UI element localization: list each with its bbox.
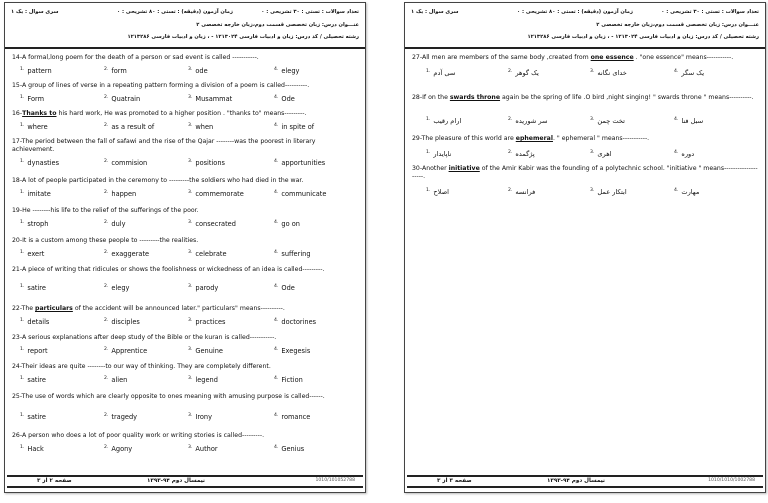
question-stem-part: 29-The pleasure of this world are bbox=[412, 135, 516, 142]
question bbox=[12, 138, 359, 168]
option-number: 3. bbox=[590, 117, 595, 122]
answer-option[interactable] bbox=[274, 66, 299, 76]
answer-option[interactable] bbox=[674, 68, 704, 78]
option-text: اصلاح bbox=[433, 188, 450, 197]
question bbox=[412, 165, 759, 197]
question bbox=[12, 237, 359, 259]
page-header bbox=[405, 3, 765, 49]
question-stem: 17-The period between the fall of safawi and the rise of the Qajar --------was the poorest in literary achievement. bbox=[12, 138, 316, 154]
question-text bbox=[12, 177, 359, 185]
question-text bbox=[12, 237, 359, 245]
question-stem: 21-A piece of writing that ridicules or shows the foolishness or wickedness of an idea is called---------. bbox=[12, 266, 325, 273]
option-number: 3. bbox=[188, 413, 193, 418]
question-stem: 18-A lot of people participated in the ceremony to ---------the soldiers who had died in the war. bbox=[12, 177, 304, 184]
option-text: romance bbox=[281, 413, 311, 422]
option-text: یک گوهر bbox=[515, 69, 539, 78]
option-number: 4. bbox=[274, 159, 279, 164]
answer-option[interactable] bbox=[104, 189, 136, 199]
option-text: tragedy bbox=[111, 413, 138, 422]
option-number: 1. bbox=[20, 190, 25, 195]
option-number: 2. bbox=[508, 69, 513, 74]
option-number: 1. bbox=[20, 159, 25, 164]
answer-option[interactable] bbox=[274, 219, 300, 229]
option-number: 3. bbox=[188, 250, 193, 255]
option-number: 3. bbox=[188, 220, 193, 225]
option-text: in spite of bbox=[281, 123, 315, 132]
field-course-code: رشته تحصیلی / کد درس: زبان و ادبیات فارسی ۱۲۱۳۰۲۴ - ، زبان و ادبیات فارسی ۱۲۱۳۲۸۶ bbox=[527, 34, 759, 40]
option-text: سی آدم bbox=[433, 69, 456, 78]
option-text: form bbox=[111, 67, 127, 76]
semester: نیمسال دوم ۹۴-۱۳۹۳ bbox=[147, 478, 205, 484]
option-number: 1. bbox=[20, 413, 25, 418]
answer-option[interactable] bbox=[508, 149, 535, 159]
underlined-term: swards throne bbox=[449, 94, 501, 101]
answer-option[interactable] bbox=[508, 187, 535, 197]
option-number: 1. bbox=[20, 445, 25, 450]
answer-option[interactable] bbox=[188, 317, 226, 327]
option-text: Ode bbox=[281, 95, 295, 104]
question-stem: 20-It is a custom among these people to ---------the realities. bbox=[12, 237, 199, 244]
semester: نیمسال دوم ۹۴-۱۳۹۳ bbox=[547, 478, 605, 484]
answer-option[interactable] bbox=[20, 346, 48, 356]
answer-option[interactable] bbox=[20, 375, 46, 385]
option-text: خدای نگانه bbox=[597, 69, 627, 78]
option-text: elegy bbox=[281, 67, 300, 76]
document-code: 1010/1010/1002788 bbox=[708, 478, 755, 483]
option-text: go on bbox=[281, 220, 300, 229]
question-text bbox=[12, 432, 359, 440]
option-text: dynasties bbox=[27, 159, 60, 168]
option-number: 2. bbox=[104, 67, 109, 72]
option-text: communicate bbox=[281, 190, 327, 199]
option-text: ode bbox=[195, 67, 208, 76]
question-text bbox=[12, 393, 359, 401]
question bbox=[12, 54, 359, 76]
option-text: Agony bbox=[111, 445, 133, 454]
option-text: Hack bbox=[27, 445, 44, 454]
option-text: Musammat bbox=[195, 95, 233, 104]
option-number: 1. bbox=[20, 123, 25, 128]
answer-option[interactable] bbox=[188, 66, 208, 76]
question-stem-part: . " ephemeral " means-----------. bbox=[552, 135, 650, 142]
answer-option[interactable] bbox=[104, 317, 140, 327]
option-number: 4. bbox=[274, 67, 279, 72]
answer-option[interactable] bbox=[188, 94, 232, 104]
option-number: 4. bbox=[274, 95, 279, 100]
underlined-term: initiative bbox=[448, 165, 480, 172]
option-text: Form bbox=[27, 95, 45, 104]
answer-option[interactable] bbox=[674, 149, 694, 159]
option-number: 3. bbox=[188, 376, 193, 381]
option-text: Apprentice bbox=[111, 347, 148, 356]
option-text: satire bbox=[27, 284, 46, 293]
answer-option[interactable] bbox=[426, 68, 455, 78]
answer-option[interactable] bbox=[674, 187, 699, 197]
answer-option[interactable] bbox=[20, 94, 44, 104]
option-text: اهری bbox=[597, 150, 612, 159]
option-number: 2. bbox=[104, 220, 109, 225]
course-title: عنـــوان درس: زبان تخصصی قسمت دوم،زبان خارجه تخصصی ۲ bbox=[196, 22, 359, 28]
question-series: سری سوال : یک ۱ bbox=[411, 9, 459, 15]
answer-option[interactable] bbox=[20, 66, 52, 76]
course-title: عنـــوان درس: زبان تخصصی قسمت دوم،زبان خارجه تخصصی ۲ bbox=[596, 22, 759, 28]
answer-option[interactable] bbox=[274, 283, 295, 293]
question bbox=[412, 135, 759, 159]
option-number: 1. bbox=[426, 150, 431, 155]
question bbox=[412, 94, 759, 126]
answer-option[interactable] bbox=[188, 283, 218, 293]
option-number: 4. bbox=[674, 117, 679, 122]
option-number: 3. bbox=[188, 123, 193, 128]
answer-option[interactable] bbox=[426, 149, 451, 159]
answer-option[interactable] bbox=[20, 412, 46, 422]
option-text: Quatrain bbox=[111, 95, 141, 104]
answer-option[interactable] bbox=[188, 219, 236, 229]
page-footer bbox=[407, 475, 763, 488]
question-text bbox=[12, 363, 359, 371]
option-text: Author bbox=[195, 445, 218, 454]
option-text: when bbox=[195, 123, 214, 132]
answer-option[interactable] bbox=[20, 122, 48, 132]
question-text bbox=[412, 165, 759, 182]
option-number: 1. bbox=[426, 117, 431, 122]
question-count: تعداد سوالات : تستی : ۳۰ تشریحی : ۰ bbox=[661, 9, 759, 15]
answer-option[interactable] bbox=[274, 375, 303, 385]
answer-option[interactable] bbox=[188, 346, 223, 356]
option-text: celebrate bbox=[195, 250, 227, 259]
question-text bbox=[12, 138, 359, 155]
question-text bbox=[12, 207, 359, 215]
document-code: 1010/101052788 bbox=[315, 478, 355, 483]
answer-option[interactable] bbox=[20, 189, 51, 199]
option-number: 3. bbox=[188, 159, 193, 164]
option-number: 4. bbox=[274, 123, 279, 128]
answer-option[interactable] bbox=[274, 444, 304, 454]
option-text: پژگمده bbox=[515, 150, 535, 159]
option-text: تخت چمن bbox=[597, 117, 625, 126]
option-text: parody bbox=[195, 284, 219, 293]
exam-duration: زمان آزمون (دقیقه) : تستی : ۸۰ تشریحی : ۰ bbox=[516, 9, 633, 15]
underlined-term: ephemeral bbox=[515, 135, 553, 142]
option-text: suffering bbox=[281, 250, 311, 259]
option-text: commision bbox=[111, 159, 148, 168]
question-stem: 25-The use of words which are clearly opposite to ones meaning with amusing purpose is called------. bbox=[12, 393, 325, 400]
option-number: 1. bbox=[20, 318, 25, 323]
question-text bbox=[412, 54, 759, 62]
answer-option[interactable] bbox=[188, 158, 225, 168]
answer-option[interactable] bbox=[590, 68, 627, 78]
answer-option[interactable] bbox=[188, 249, 227, 259]
answer-option[interactable] bbox=[274, 249, 311, 259]
underlined-term: one essence bbox=[590, 54, 634, 61]
answer-option[interactable] bbox=[20, 219, 48, 229]
question-stem: 24-Their ideas are quite --------to our way of thinking. They are completely different. bbox=[12, 363, 271, 370]
question-series: سری سوال : یک ۱ bbox=[11, 9, 59, 15]
option-number: 2. bbox=[104, 250, 109, 255]
option-number: 4. bbox=[274, 284, 279, 289]
option-text: happen bbox=[111, 190, 137, 199]
option-text: مهارت bbox=[681, 188, 700, 197]
option-number: 3. bbox=[188, 67, 193, 72]
question-stem-part: his hard work, He was promoted to a higher position . "thanks to" means---------. bbox=[56, 110, 307, 117]
answer-option[interactable] bbox=[188, 122, 213, 132]
option-number: 4. bbox=[274, 318, 279, 323]
answer-option[interactable] bbox=[674, 116, 703, 126]
answer-option[interactable] bbox=[274, 412, 310, 422]
question-text bbox=[12, 54, 359, 62]
option-number: 3. bbox=[188, 347, 193, 352]
question-stem: 15-A group of lines of verse in a repeating pattern forming a division of a poem is called----------. bbox=[12, 82, 310, 89]
field-course-code: رشته تحصیلی / کد درس: زبان و ادبیات فارسی ۱۲۱۳۰۲۴ - ، زبان و ادبیات فارسی ۱۲۱۳۲۸۶ bbox=[127, 34, 359, 40]
option-text: legend bbox=[195, 376, 218, 385]
option-number: 4. bbox=[674, 69, 679, 74]
option-text: Genuine bbox=[195, 347, 223, 356]
option-number: 3. bbox=[590, 150, 595, 155]
question bbox=[12, 334, 359, 356]
question-stem-part: again be the spring of life .O bird ,night singing! " swards throne " means----------. bbox=[500, 94, 754, 101]
answer-option[interactable] bbox=[104, 219, 126, 229]
option-number: 1. bbox=[20, 67, 25, 72]
option-number: 2. bbox=[104, 95, 109, 100]
option-text: سبل فنا bbox=[681, 117, 704, 126]
question-stem-part: 27-All men are members of the same body ,created from bbox=[412, 54, 591, 61]
question-text bbox=[12, 266, 359, 274]
answer-option[interactable] bbox=[274, 94, 295, 104]
question-stem: 19-He --------his life to the relief of the sufferings of the poor. bbox=[12, 207, 199, 214]
answer-option[interactable] bbox=[590, 149, 612, 159]
page-number: صفحه ۲ از ۳ bbox=[37, 478, 72, 484]
option-text: satire bbox=[27, 376, 46, 385]
answer-option[interactable] bbox=[590, 116, 625, 126]
answer-option[interactable] bbox=[20, 158, 59, 168]
option-text: ارام رقیب bbox=[433, 117, 462, 126]
option-text: سر شوریده bbox=[515, 117, 548, 126]
option-text: report bbox=[27, 347, 48, 356]
answer-option[interactable] bbox=[188, 189, 244, 199]
question bbox=[12, 432, 359, 454]
exam-page-2 bbox=[4, 2, 366, 493]
option-number: 3. bbox=[590, 69, 595, 74]
option-text: where bbox=[27, 123, 48, 132]
option-number: 1. bbox=[20, 220, 25, 225]
question bbox=[12, 305, 359, 327]
question bbox=[412, 54, 759, 78]
question-text bbox=[12, 305, 359, 313]
option-number: 4. bbox=[274, 413, 279, 418]
option-text: consecrated bbox=[195, 220, 236, 229]
answer-option[interactable] bbox=[104, 444, 132, 454]
question bbox=[12, 82, 359, 104]
option-text: disciples bbox=[111, 318, 140, 327]
answer-option[interactable] bbox=[104, 412, 137, 422]
option-number: 1. bbox=[426, 188, 431, 193]
option-number: 3. bbox=[590, 188, 595, 193]
answer-option[interactable] bbox=[508, 68, 539, 78]
option-number: 2. bbox=[104, 159, 109, 164]
question-stem: 26-A person who does a lot of poor quality work or writing stories is called---------. bbox=[12, 432, 265, 439]
answer-option[interactable] bbox=[104, 66, 127, 76]
question-stem-part: of the accident will be announced later." particulars" means----------. bbox=[72, 305, 285, 312]
underlined-term: particulars bbox=[35, 305, 73, 312]
option-text: Genius bbox=[281, 445, 305, 454]
answer-option[interactable] bbox=[104, 158, 147, 168]
option-number: 3. bbox=[188, 284, 193, 289]
answer-option[interactable] bbox=[188, 375, 218, 385]
answer-option[interactable] bbox=[20, 249, 44, 259]
answer-option[interactable] bbox=[104, 122, 154, 132]
option-number: 3. bbox=[188, 318, 193, 323]
answer-option[interactable] bbox=[104, 249, 149, 259]
option-number: 2. bbox=[104, 413, 109, 418]
question-stem: 23-A serious explanations after deep study of the Bible or the kuran is called-----------. bbox=[12, 334, 277, 341]
answer-option[interactable] bbox=[20, 317, 49, 327]
option-text: یک سگر bbox=[681, 69, 705, 78]
option-text: pattern bbox=[27, 67, 52, 76]
option-number: 1. bbox=[20, 284, 25, 289]
option-text: stroph bbox=[27, 220, 49, 229]
option-text: positions bbox=[195, 159, 225, 168]
answer-option[interactable] bbox=[274, 189, 326, 199]
option-text: ابتکار عمل bbox=[597, 188, 627, 197]
question-stem-part: 30-Another bbox=[412, 165, 449, 172]
option-number: 4. bbox=[274, 250, 279, 255]
option-number: 1. bbox=[20, 95, 25, 100]
option-text: as a result of bbox=[111, 123, 155, 132]
question bbox=[12, 177, 359, 199]
option-text: Exegesis bbox=[281, 347, 311, 356]
page-footer bbox=[7, 475, 363, 488]
option-text: Fiction bbox=[281, 376, 303, 385]
question bbox=[12, 110, 359, 132]
answer-option[interactable] bbox=[274, 346, 310, 356]
answer-option[interactable] bbox=[274, 122, 314, 132]
answer-option[interactable] bbox=[188, 412, 212, 422]
question-text bbox=[412, 135, 759, 143]
option-number: 3. bbox=[188, 445, 193, 450]
question bbox=[12, 266, 359, 293]
option-number: 3. bbox=[188, 95, 193, 100]
question-stem: 14-A formal,long poem for the death of a person or sad event is called -----------. bbox=[12, 54, 259, 61]
underlined-term: Thanks to bbox=[22, 110, 57, 117]
question-text bbox=[12, 110, 359, 118]
option-text: elegy bbox=[111, 284, 130, 293]
question-count: تعداد سوالات : تستی : ۳۰ تشریحی : ۰ bbox=[261, 9, 359, 15]
option-number: 2. bbox=[508, 150, 513, 155]
answer-option[interactable] bbox=[20, 444, 44, 454]
question-stem-part: of the Amir Kabir was the founding of a polytechnic school. "initiative " means--------------------. bbox=[412, 165, 758, 181]
option-number: 1. bbox=[20, 347, 25, 352]
option-number: 2. bbox=[104, 376, 109, 381]
question-text bbox=[412, 94, 759, 102]
question-stem-part: . "one essence" means-----------. bbox=[633, 54, 734, 61]
option-text: Irony bbox=[195, 413, 213, 422]
option-number: 1. bbox=[20, 376, 25, 381]
option-number: 2. bbox=[104, 190, 109, 195]
option-text: فرانسه bbox=[515, 188, 536, 197]
answer-option[interactable] bbox=[274, 317, 316, 327]
option-number: 4. bbox=[674, 150, 679, 155]
option-text: exert bbox=[27, 250, 45, 259]
option-text: satire bbox=[27, 413, 46, 422]
question bbox=[12, 393, 359, 422]
question-stem-part: 22-The bbox=[12, 305, 36, 312]
option-text: practices bbox=[195, 318, 226, 327]
question bbox=[12, 207, 359, 229]
option-number: 4. bbox=[274, 190, 279, 195]
option-number: 4. bbox=[274, 347, 279, 352]
option-number: 2. bbox=[104, 347, 109, 352]
answer-option[interactable] bbox=[590, 187, 627, 197]
option-number: 2. bbox=[508, 188, 513, 193]
option-number: 2. bbox=[104, 318, 109, 323]
option-text: ناپایدار bbox=[433, 150, 452, 159]
option-text: alien bbox=[111, 376, 128, 385]
answer-option[interactable] bbox=[104, 375, 127, 385]
answer-option[interactable] bbox=[104, 346, 147, 356]
question-stem-part: 28-If on the bbox=[412, 94, 450, 101]
answer-option[interactable] bbox=[104, 94, 140, 104]
option-text: apportunities bbox=[281, 159, 326, 168]
option-number: 1. bbox=[426, 69, 431, 74]
option-number: 2. bbox=[104, 123, 109, 128]
option-text: exaggerate bbox=[111, 250, 150, 259]
option-number: 1. bbox=[20, 250, 25, 255]
option-text: duly bbox=[111, 220, 126, 229]
option-text: details bbox=[27, 318, 50, 327]
page-number: صفحه ۳ از ۳ bbox=[437, 478, 472, 484]
option-number: 4. bbox=[274, 445, 279, 450]
option-text: Ode bbox=[281, 284, 295, 293]
option-number: 2. bbox=[104, 284, 109, 289]
option-number: 4. bbox=[274, 376, 279, 381]
answer-option[interactable] bbox=[426, 187, 449, 197]
exam-page-3 bbox=[404, 2, 766, 493]
question-stem-part: 16- bbox=[12, 110, 23, 117]
question bbox=[12, 363, 359, 385]
answer-option[interactable] bbox=[426, 116, 461, 126]
answer-option[interactable] bbox=[20, 283, 46, 293]
option-number: 2. bbox=[508, 117, 513, 122]
answer-option[interactable] bbox=[104, 283, 129, 293]
answer-option[interactable] bbox=[188, 444, 218, 454]
option-text: دوره bbox=[681, 150, 695, 159]
question-text bbox=[12, 82, 359, 90]
option-text: imitate bbox=[27, 190, 51, 199]
option-number: 4. bbox=[274, 220, 279, 225]
page-header bbox=[5, 3, 365, 49]
option-text: commemorate bbox=[195, 190, 244, 199]
answer-option[interactable] bbox=[274, 158, 325, 168]
option-number: 4. bbox=[674, 188, 679, 193]
answer-option[interactable] bbox=[508, 116, 548, 126]
exam-duration: زمان آزمون (دقیقه) : تستی : ۸۰ تشریحی : ۰ bbox=[116, 9, 233, 15]
option-number: 3. bbox=[188, 190, 193, 195]
question-text bbox=[12, 334, 359, 342]
option-number: 2. bbox=[104, 445, 109, 450]
option-text: doctorines bbox=[281, 318, 317, 327]
